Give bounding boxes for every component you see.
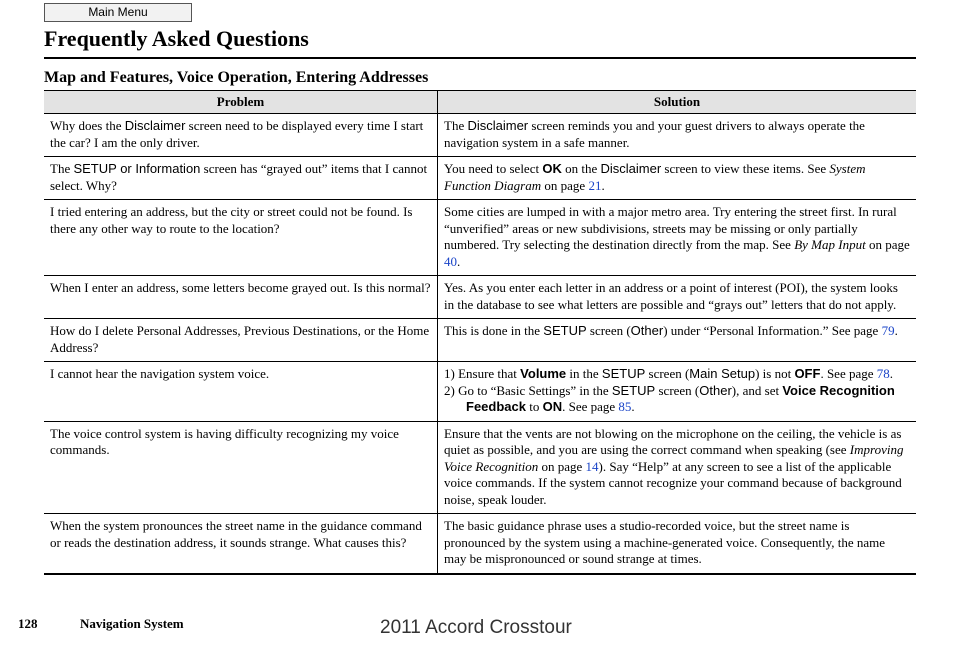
title-divider [44,57,916,59]
table-header-row [44,91,916,114]
text-segment: ). Say “Help” at any screen to see a list of the applicable voice commands. If the system cannot recognize your command because of background noise, speak louder. [444,458,902,507]
faq-body [44,114,916,574]
problem-cell [44,362,438,422]
table-row [44,114,916,157]
text-segment: By Map Input [794,237,866,252]
page-link[interactable]: 79 [881,323,895,338]
text-segment: SETUP [543,323,587,338]
text-segment: Information [135,161,201,176]
text-segment: I cannot hear the navigation system voice. [50,366,270,381]
text-segment: Disclaimer [124,118,186,133]
text-segment: Main Setup [689,366,756,381]
watermark: 2011 Accord Crosstour [380,617,572,638]
solution-cell [438,200,917,276]
solution-step [444,366,910,383]
table-row [44,362,916,422]
text-segment: . [889,366,893,381]
text-segment: screen ( [645,366,690,381]
text-segment: The voice control system is having difficulty recognizing my voice commands. [50,425,399,457]
solution-cell [438,276,917,319]
text-segment: When I enter an address, some letters become grayed out. Is this normal? [50,280,431,295]
column-header-solution: Solution [438,91,917,114]
text-segment: in the [566,366,602,381]
table-row [44,276,916,319]
text-segment: The [50,161,74,176]
page-number: 128 [18,616,38,631]
text-segment: Voice Recognition Feedback [466,382,895,414]
text-segment: on page [865,237,910,252]
text-segment: screen need to be displayed every time I start the car? I am the only driver. [50,118,424,150]
text-segment: screen ( [586,323,631,338]
text-segment: screen to view these items. See [661,161,830,176]
problem-cell [44,200,438,276]
table-row [44,319,916,362]
table-row [44,157,916,200]
footer-label: Navigation System [80,616,184,631]
text-segment: Volume [520,366,567,381]
text-segment: The [444,118,468,133]
problem-cell [44,157,438,200]
problem-cell [44,114,438,157]
section-title: Map and Features, Voice Operation, Entering Addresses [44,69,429,86]
table-row [44,421,916,514]
column-header-problem: Problem [44,91,438,114]
text-segment: to [525,399,543,414]
text-segment: on page [541,177,589,193]
text-segment: System Function Diagram [444,161,866,193]
text-segment: screen ( [655,382,700,398]
page-link[interactable]: 85 [618,399,632,414]
text-segment: Some cities are lumped in with a major metro area. Try entering the street first. In rural “unverified” areas or new subdivisions, streets may be missing or only partially numbered. Try selecting the destination directly from the map. See [444,204,897,252]
text-segment: Ensure that the vents are not blowing on the microphone on the ceiling, the vehicle is as quiet as possible, and you are using the correct command when speaking (see [444,425,902,457]
text-segment: This is done in the [444,323,544,338]
text-segment: on page [538,458,586,474]
text-segment: Disclaimer [467,118,529,133]
text-segment: SETUP [73,161,117,176]
solution-cell [438,421,917,514]
text-segment: . [894,323,898,338]
text-segment: . [631,399,635,414]
table-row [44,200,916,276]
text-segment: ON [542,399,563,414]
main-menu-button[interactable]: Main Menu [44,3,192,22]
text-segment: . See page [562,399,619,414]
text-segment: Disclaimer [600,161,662,176]
text-segment: SETUP [601,366,646,381]
page-link[interactable]: 78 [876,366,890,381]
text-segment: . [601,177,605,193]
text-segment: OFF [794,366,821,381]
problem-cell [44,319,438,362]
problem-cell [44,421,438,514]
solution-step [444,383,910,416]
text-segment: screen has “grayed out” items that I cannot select. Why? [50,161,428,193]
text-segment: or [116,161,136,176]
faq-table [44,90,916,575]
page-title: Frequently Asked Questions [44,26,309,51]
text-segment: Yes. As you enter each letter in an address or a point of interest (POI), the system looks in the database to see what letters are possible and “grays out” letters that do not apply. [444,280,898,312]
text-segment: When the system pronounces the street name in the guidance command or reads the destination address, it sounds strange. What causes this? [50,518,422,550]
text-segment: . See page [820,366,877,381]
text-segment: ) under “Personal Information.” See page [663,323,882,338]
page-link[interactable]: 40 [444,253,457,269]
text-segment: 1) Ensure that [444,366,521,381]
text-segment: on the [561,161,601,176]
text-segment: ) is not [755,366,795,381]
text-segment: How do I delete Personal Addresses, Previous Destinations, or the Home Address? [50,323,430,355]
problem-cell [44,514,438,574]
page-link[interactable]: 21 [588,177,602,193]
text-segment: Other [699,382,732,398]
problem-cell [44,276,438,319]
solution-cell [438,514,917,574]
text-segment: . [457,253,461,269]
solution-cell [438,114,917,157]
text-segment: You need to select [444,161,543,176]
solution-cell [438,319,917,362]
text-segment: I tried entering an address, but the city or street could not be found. Is there any other way to route to the location? [50,204,413,236]
text-segment: Other [630,323,664,338]
text-segment: 2) Go to “Basic Settings” in the [444,382,612,398]
text-segment: screen reminds you and your guest drivers to always operate the navigation system in a safe manner. [444,118,865,150]
page-link[interactable]: 14 [585,458,599,474]
text-segment: Improving Voice Recognition [444,442,904,474]
solution-cell [438,362,917,422]
text-segment: ), and set [731,382,783,398]
text-segment: Why does the [50,118,125,133]
text-segment: SETUP [611,382,656,398]
text-segment: The basic guidance phrase uses a studio-recorded voice, but the street name is pronounced by the system using a machine-generated voice. Consequently, the name may be mispronounced or sound strange at times. [444,518,886,566]
text-segment: OK [542,161,562,176]
table-row [44,514,916,574]
solution-cell [438,157,917,200]
